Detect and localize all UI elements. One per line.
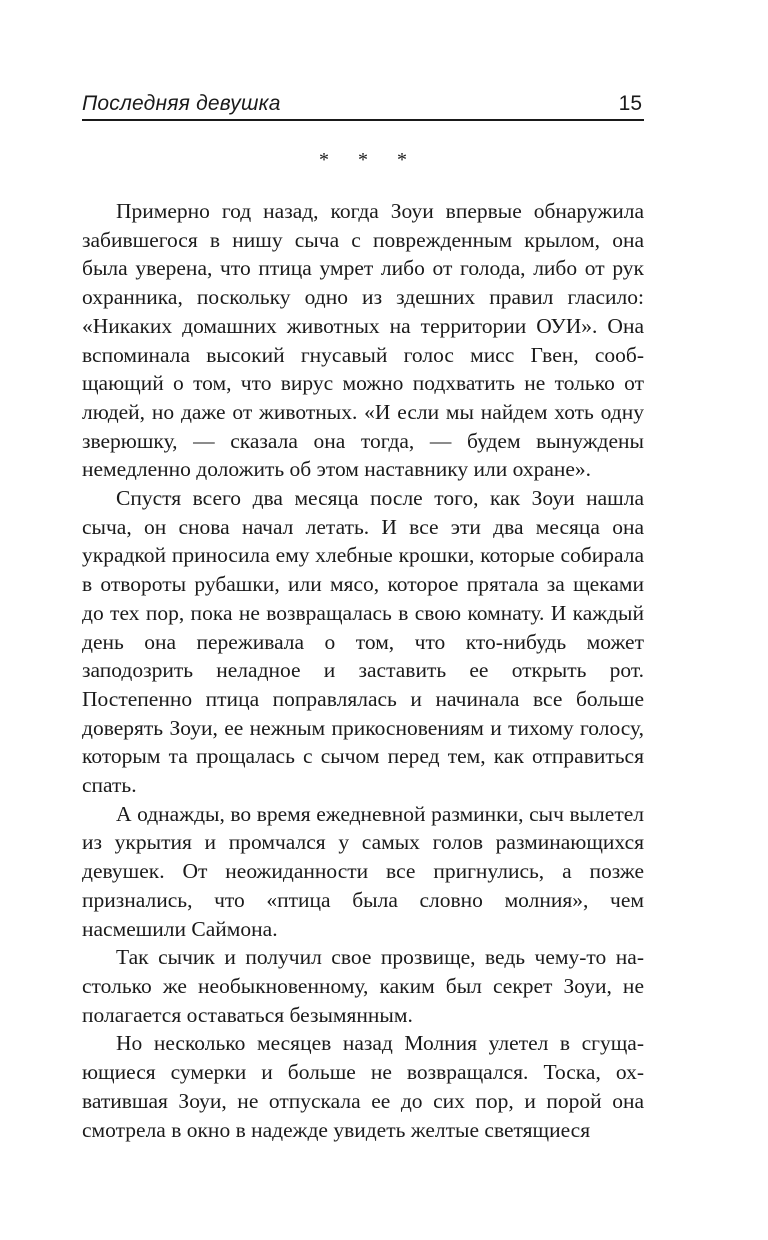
- running-header: [82, 78, 644, 121]
- book-page: [82, 78, 644, 1144]
- page-number: 15: [618, 92, 642, 115]
- section-separator: * * *: [319, 149, 419, 171]
- paragraph: Но несколько месяцев назад Молния улетел в сгущающиеся сумерки и больше не возвращался. Тоска, охватившая Зоуи, не отпускала ее до сих пор, и порой она смотрела в окно в надежде увидеть желтые светящиеся: [82, 1031, 644, 1142]
- paragraph: Так сычик и получил свое прозвище, ведь чему-то настолько же необыкновенному, каким был секрет Зоуи, не полагается оставаться безымянным.: [82, 945, 644, 1027]
- body-text: [82, 197, 644, 1144]
- paragraph: Примерно год назад, когда Зоуи впервые обнаружила забившегося в нишу сыча с поврежденным крылом, она была уверена, что птица умрет либо от голода, либо от рук охранника, поскольку одно из здешних правил гласило: «Никаких домашних животных на территории ОУИ». Она вспоминала высокий гнусавый голос мисс Гвен, сообщающий о том, что вирус можно подхватить не только от людей, но даже от животных. «И если мы найдем хоть одну зверюшку, — сказала она тогда, — будем вынуждены немедленно доложить об этом наставнику или охране».: [82, 199, 644, 482]
- running-title: Последняя девушка: [82, 92, 281, 115]
- paragraph: Спустя всего два месяца после того, как Зоуи нашла сыча, он снова начал летать. И все эти два месяца она украдкой приносила ему хлебные крошки, которые собирала в отвороты рубашки, или мясо, которое прятала за щеками до тех пор, пока не возвращалась в свою комнату. И каждый день она переживала о том, что кто-нибудь может заподозрить неладное и заставить ее открыть рот. Постепенно птица поправлялась и начинала все больше доверять Зоуи, ее нежным прикосновениям и тихому голосу, которым та прощалась с сычом перед тем, как отправиться спать.: [82, 486, 644, 798]
- paragraph: А однажды, во время ежедневной разминки, сыч вылетел из укрытия и промчался у самых голов разминающихся девушек. От неожиданности все пригнулись, а позже признались, что «птица была словно молния», чем насмешили Саймона.: [82, 801, 644, 941]
